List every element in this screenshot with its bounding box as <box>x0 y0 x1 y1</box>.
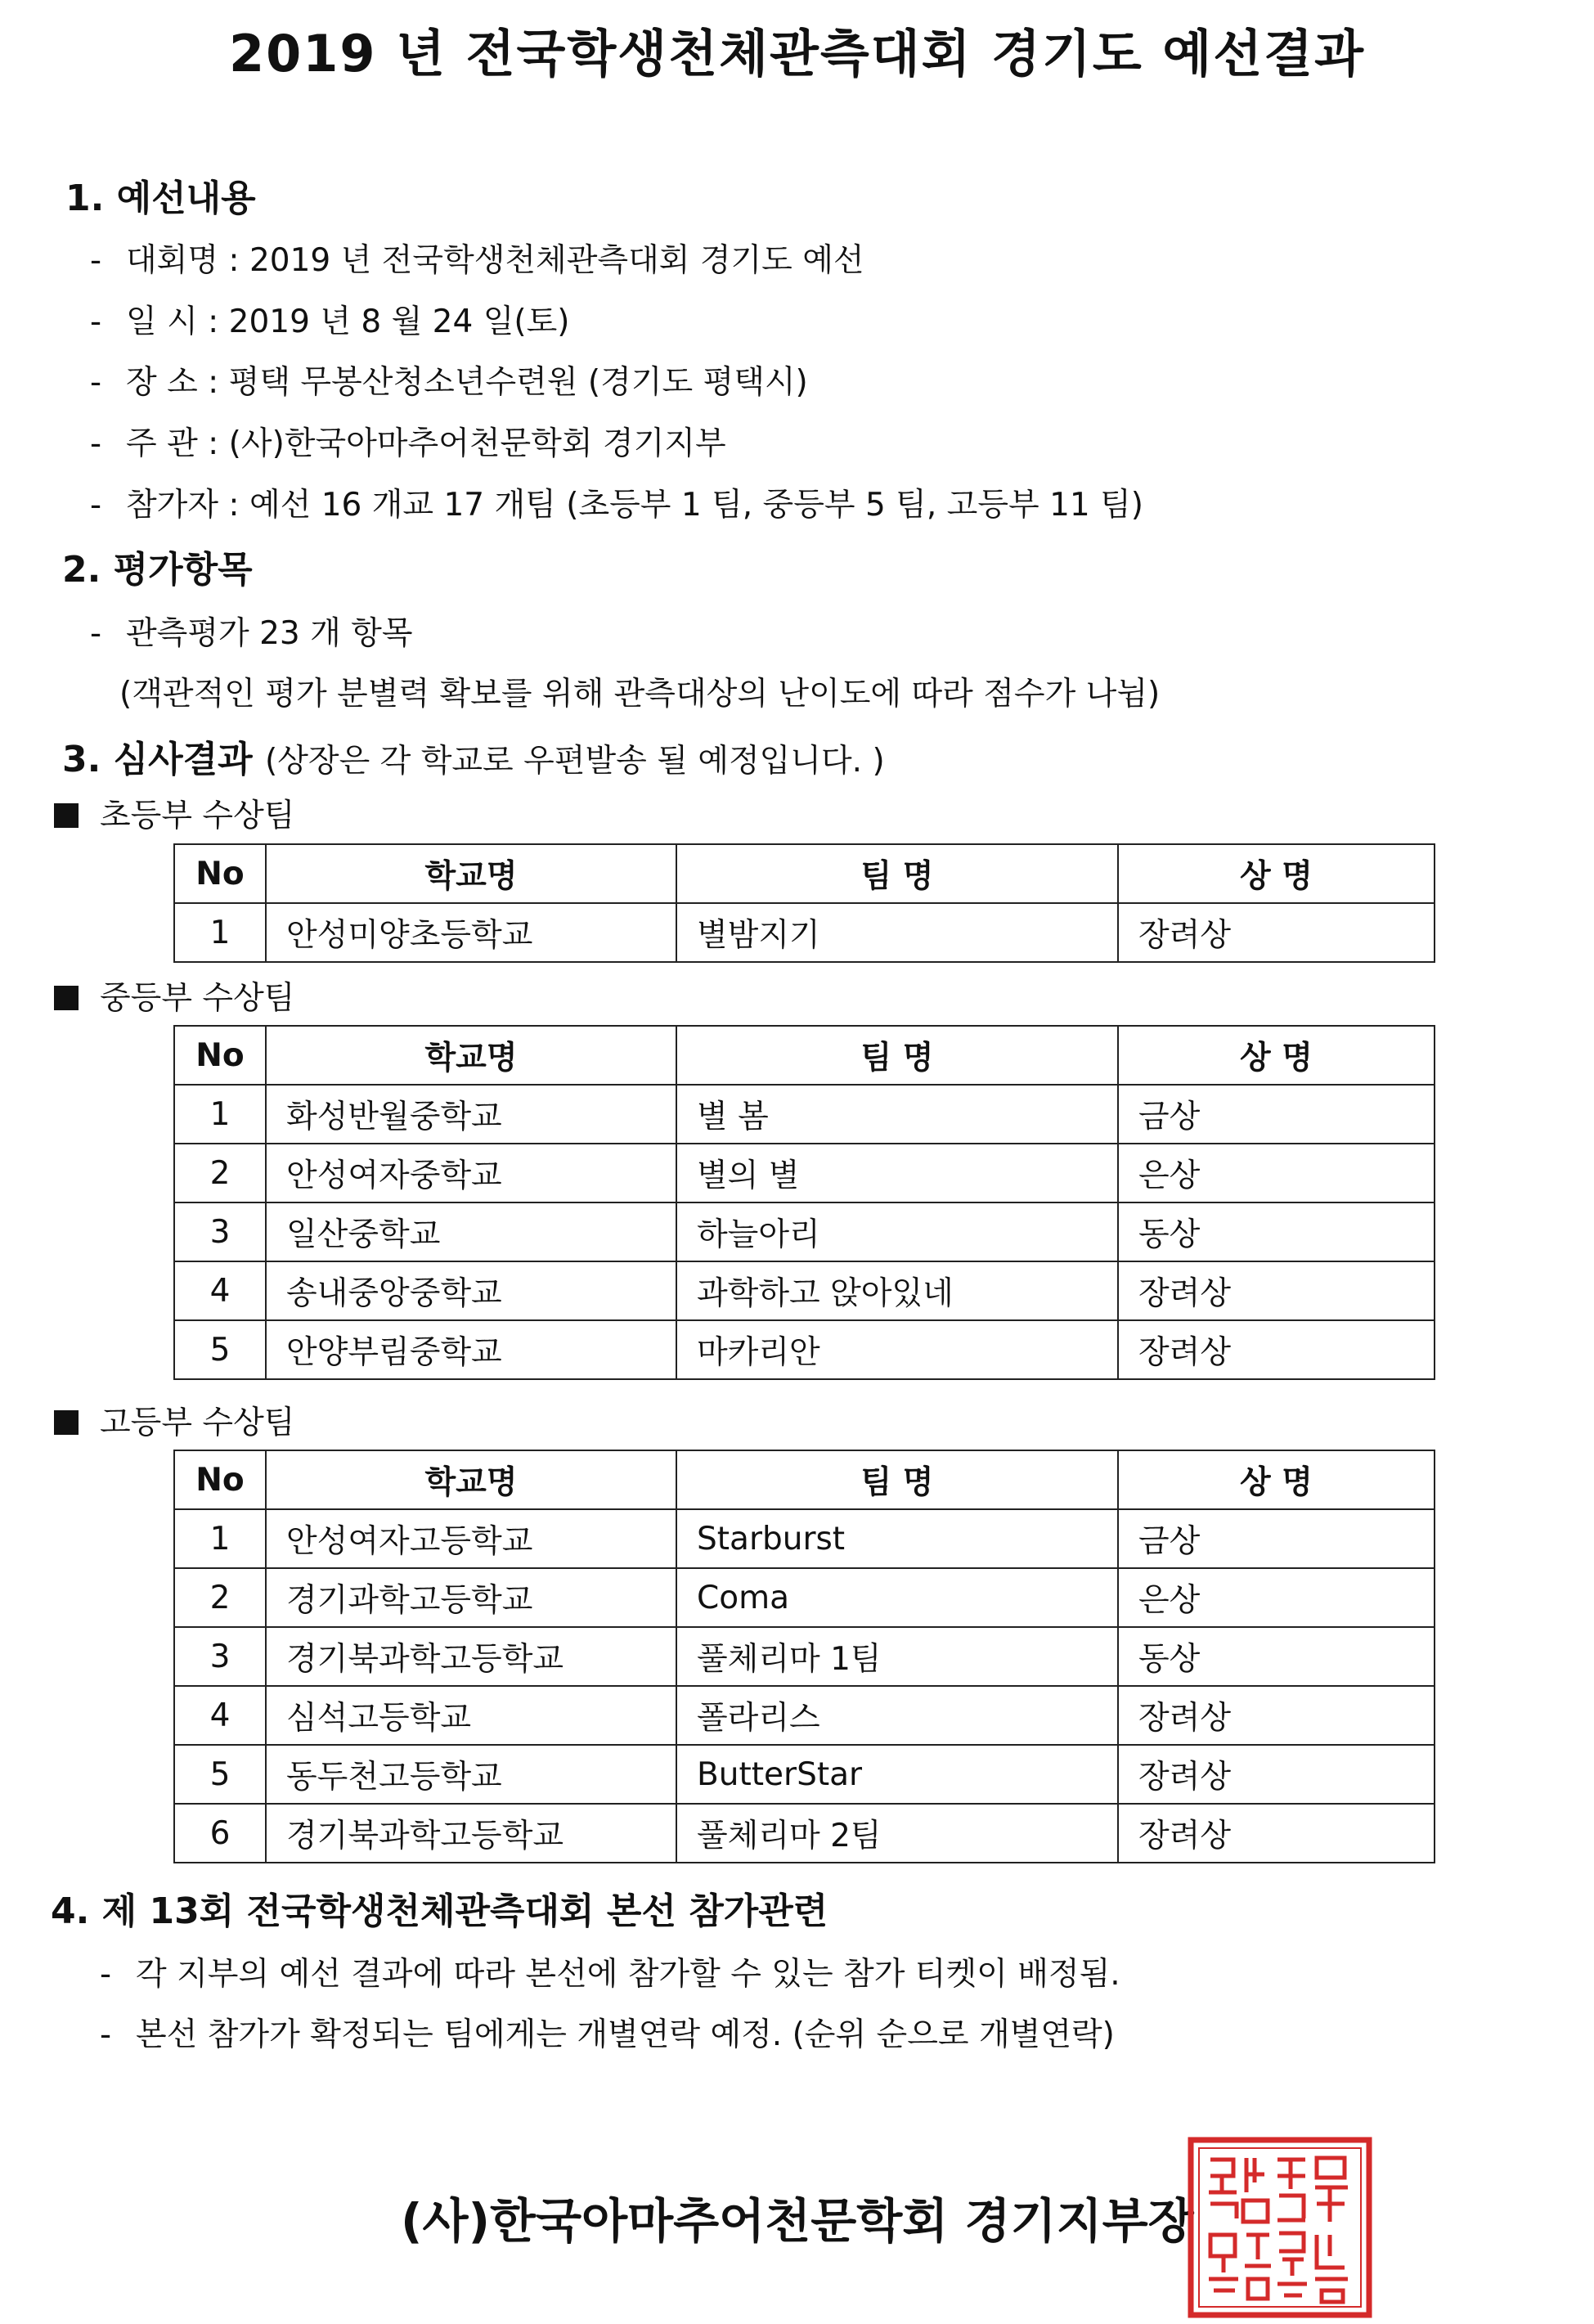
cell-team: 별밤지기 <box>676 903 1118 962</box>
cell-no: 4 <box>174 1686 266 1745</box>
table-row <box>174 1261 1435 1320</box>
section1-item: - 장 소 : 평택 무봉산청소년수련원 (경기도 평택시) <box>90 364 808 401</box>
cell-no: 1 <box>174 903 266 962</box>
cell-no: 6 <box>174 1804 266 1863</box>
section1-heading: 1. 예선내용 <box>65 178 256 219</box>
cell-no: 1 <box>174 1085 266 1144</box>
header-team: 팀 명 <box>676 1450 1118 1509</box>
cell-award: 장려상 <box>1118 1745 1435 1804</box>
square-bullet-icon <box>54 986 79 1010</box>
elementary-table <box>173 843 1435 963</box>
table-header-row <box>174 844 1435 903</box>
square-bullet-icon <box>54 1410 79 1435</box>
cell-award: 장려상 <box>1118 1804 1435 1863</box>
header-no: No <box>174 1026 266 1085</box>
header-award: 상 명 <box>1118 1026 1435 1085</box>
section4-heading: 4. 제 13회 전국학생천체관측대회 본선 참가관련 <box>51 1890 828 1932</box>
table-row <box>174 1085 1435 1144</box>
table-header-row <box>174 1450 1435 1509</box>
table-row <box>174 1627 1435 1686</box>
cell-award: 장려상 <box>1118 1261 1435 1320</box>
cell-school: 안성여자고등학교 <box>266 1509 676 1568</box>
header-school: 학교명 <box>266 844 676 903</box>
table-header-row <box>174 1026 1435 1085</box>
cell-award: 동상 <box>1118 1627 1435 1686</box>
section1-item: - 일 시 : 2019 년 8 월 24 일(토) <box>90 303 570 340</box>
header-team: 팀 명 <box>676 1026 1118 1085</box>
cell-team: 마카리안 <box>676 1320 1118 1379</box>
header-school: 학교명 <box>266 1450 676 1509</box>
section1-item: - 주 관 : (사)한국아마추어천문학회 경기지부 <box>90 425 726 462</box>
cell-team: 폴라리스 <box>676 1686 1118 1745</box>
cell-school: 경기북과학고등학교 <box>266 1804 676 1863</box>
elementary-label-row <box>54 790 294 836</box>
official-seal-icon <box>1186 2135 1374 2320</box>
table-row <box>174 1202 1435 1261</box>
header-award: 상 명 <box>1118 1450 1435 1509</box>
cell-award: 장려상 <box>1118 1320 1435 1379</box>
cell-team: ButterStar <box>676 1745 1118 1804</box>
middle-label-row <box>54 973 294 1018</box>
cell-no: 3 <box>174 1627 266 1686</box>
high-table <box>173 1450 1435 1863</box>
cell-no: 3 <box>174 1202 266 1261</box>
header-team: 팀 명 <box>676 844 1118 903</box>
cell-school: 화성반월중학교 <box>266 1085 676 1144</box>
cell-award: 장려상 <box>1118 903 1435 962</box>
section4-item: - 각 지부의 예선 결과에 따라 본선에 참가할 수 있는 참가 티켓이 배정됨. <box>100 1956 1120 1993</box>
cell-school: 경기북과학고등학교 <box>266 1627 676 1686</box>
organization-signature: (사)한국아마추어천문학회 경기지부장 <box>401 2193 1194 2249</box>
section2-item: - 관측평가 23 개 항목 <box>90 615 413 652</box>
square-bullet-icon <box>54 803 79 828</box>
cell-team: 별 봄 <box>676 1085 1118 1144</box>
cell-no: 4 <box>174 1261 266 1320</box>
cell-school: 일산중학교 <box>266 1202 676 1261</box>
table-row <box>174 1804 1435 1863</box>
cell-no: 2 <box>174 1568 266 1627</box>
cell-team: 풀체리마 2팀 <box>676 1804 1118 1863</box>
cell-team: Coma <box>676 1568 1118 1627</box>
table-row <box>174 1509 1435 1568</box>
cell-award: 장려상 <box>1118 1686 1435 1745</box>
header-no: No <box>174 844 266 903</box>
cell-no: 1 <box>174 1509 266 1568</box>
high-label: 고등부 수상팀 <box>100 1405 295 1441</box>
cell-no: 5 <box>174 1320 266 1379</box>
section2-heading: 2. 평가항목 <box>62 549 253 591</box>
header-school: 학교명 <box>266 1026 676 1085</box>
table-row <box>174 903 1435 962</box>
section3-heading: 3. 심사결과 <box>62 739 253 780</box>
table-row <box>174 1144 1435 1202</box>
cell-school: 안양부림중학교 <box>266 1320 676 1379</box>
section3-heading-row <box>62 730 885 782</box>
cell-award: 금상 <box>1118 1085 1435 1144</box>
middle-table <box>173 1025 1435 1380</box>
table-row <box>174 1745 1435 1804</box>
cell-school: 동두천고등학교 <box>266 1745 676 1804</box>
cell-school: 경기과학고등학교 <box>266 1568 676 1627</box>
cell-team: 하늘아리 <box>676 1202 1118 1261</box>
cell-school: 안성미양초등학교 <box>266 903 676 962</box>
cell-team: Starburst <box>676 1509 1118 1568</box>
cell-award: 금상 <box>1118 1509 1435 1568</box>
middle-label: 중등부 수상팀 <box>100 980 295 1017</box>
cell-award: 은상 <box>1118 1144 1435 1202</box>
cell-school: 송내중앙중학교 <box>266 1261 676 1320</box>
section2-note: (객관적인 평가 분별력 확보를 위해 관측대상의 난이도에 따라 점수가 나뉨) <box>119 676 1161 712</box>
cell-no: 5 <box>174 1745 266 1804</box>
table-row <box>174 1568 1435 1627</box>
elementary-label: 초등부 수상팀 <box>100 798 295 834</box>
header-award: 상 명 <box>1118 844 1435 903</box>
table-row <box>174 1686 1435 1745</box>
cell-school: 심석고등학교 <box>266 1686 676 1745</box>
section3-note: (상장은 각 학교로 우편발송 될 예정입니다. ) <box>265 743 885 780</box>
cell-no: 2 <box>174 1144 266 1202</box>
header-no: No <box>174 1450 266 1509</box>
section1-item: - 참가자 : 예선 16 개교 17 개팀 (초등부 1 팀, 중등부 5 팀, 고등부 11 팀) <box>90 487 1143 524</box>
cell-school: 안성여자중학교 <box>266 1144 676 1202</box>
cell-award: 동상 <box>1118 1202 1435 1261</box>
cell-award: 은상 <box>1118 1568 1435 1627</box>
high-label-row <box>54 1397 294 1443</box>
section4-item: - 본선 참가가 확정되는 팀에게는 개별연락 예정. (순위 순으로 개별연락) <box>100 2016 1115 2053</box>
table-row <box>174 1320 1435 1379</box>
cell-team: 과학하고 앉아있네 <box>676 1261 1118 1320</box>
cell-team: 별의 별 <box>676 1144 1118 1202</box>
cell-team: 풀체리마 1팀 <box>676 1627 1118 1686</box>
section1-item: - 대회명 : 2019 년 전국학생천체관측대회 경기도 예선 <box>90 242 864 279</box>
page-title: 2019 년 전국학생천체관측대회 경기도 예선결과 <box>229 24 1365 83</box>
